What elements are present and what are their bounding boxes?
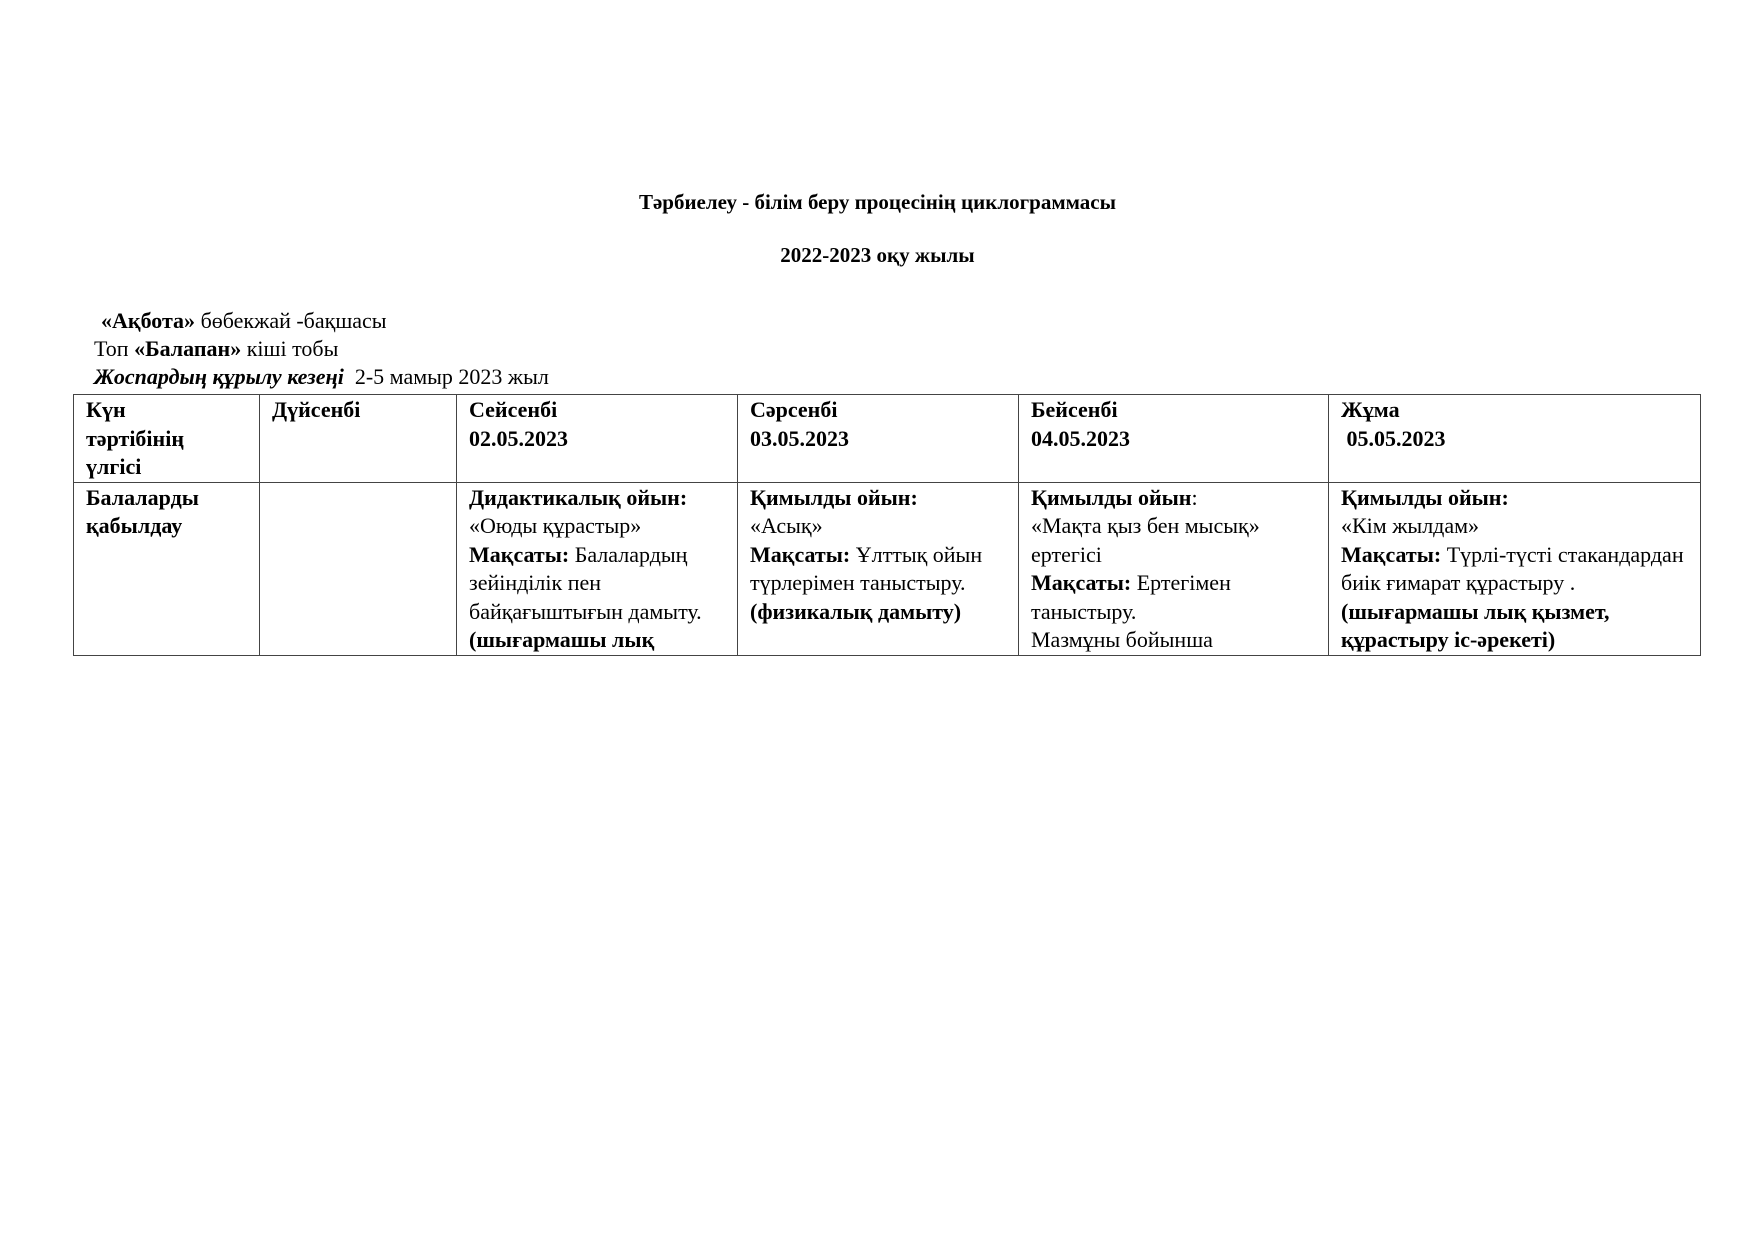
thursday-cell <box>1019 482 1329 655</box>
group-name: «Балапан» <box>134 336 242 361</box>
wednesday-cell <box>738 482 1019 655</box>
goal-text: Түрлі-түсті стакандардан биік ғимарат құрастыру . <box>1341 541 1684 595</box>
table-header-row <box>74 395 1701 483</box>
page-title: Тәрбиелеу - білім беру процесінің циклограммасы <box>638 190 1117 214</box>
development-area: (шығармашы лық қызмет, құрастыру іс-әрекеті) <box>1341 598 1610 652</box>
header-cell-tuesday <box>457 395 738 483</box>
kindergarten-suffix: бөбекжай -бақшасы <box>195 308 387 333</box>
day-name-thursday: Бейсенбі <box>1031 397 1118 422</box>
game-name: «Асық» <box>750 513 823 538</box>
monday-cell <box>260 482 457 655</box>
header-cell-thursday <box>1019 395 1329 483</box>
header-cell-monday <box>260 395 457 483</box>
game-name: «Оюды құрастыр» <box>469 513 642 538</box>
game-type-colon: : <box>1191 484 1198 510</box>
development-area: (физикалық дамыту) <box>750 598 962 624</box>
header-cell-schedule <box>74 395 260 483</box>
group-prefix: Топ <box>94 336 135 361</box>
goal-label: Мақсаты: <box>469 541 570 567</box>
row-label: Балаларды қабылдау <box>86 484 199 538</box>
game-name: «Мақта қыз бен мысық» ертегісі <box>1031 513 1260 567</box>
date-wednesday: 03.05.2023 <box>750 425 849 451</box>
goal-label: Мақсаты: <box>750 541 851 567</box>
day-name-friday: Жұма <box>1341 397 1400 422</box>
goal-label: Мақсаты: <box>1341 541 1442 567</box>
plan-period-value: 2-5 мамыр 2023 жыл <box>354 364 549 389</box>
day-name-monday: Дүйсенбі <box>272 397 361 422</box>
development-area: (шығармашы лық <box>469 627 655 652</box>
plan-period-label: Жоспардың құрылу кезеңі <box>94 364 344 389</box>
schedule-header: Күн тәртібінің үлгісі <box>86 397 185 479</box>
day-name-wednesday: Сәрсенбі <box>750 397 838 422</box>
tuesday-cell <box>457 482 738 655</box>
content-note: Мазмұны бойынша <box>1031 627 1213 652</box>
goal-label: Мақсаты: <box>1031 570 1132 595</box>
row-label-cell <box>74 482 260 655</box>
goal-text: Ұлттық ойын түрлерімен таныстыру. <box>750 541 983 595</box>
cyclogram-table <box>73 394 1701 656</box>
game-type: Дидактикалық ойын: <box>469 484 688 510</box>
friday-cell <box>1329 482 1701 655</box>
table-row <box>74 482 1701 655</box>
game-type: Қимылды ойын: <box>1341 484 1509 510</box>
game-type: Қимылды ойын <box>1031 484 1192 510</box>
kindergarten-name: «Ақбота» <box>101 308 196 333</box>
day-name-tuesday: Сейсенбі <box>469 397 558 422</box>
goal-text: Ертегімен таныстыру. <box>1031 570 1231 624</box>
date-thursday: 04.05.2023 <box>1031 425 1130 451</box>
group-suffix: кіші тобы <box>241 336 339 361</box>
game-name: «Кім жылдам» <box>1341 513 1480 538</box>
date-friday: 05.05.2023 <box>1341 425 1446 451</box>
kindergarten-line <box>101 308 387 334</box>
goal-text: Балалардың зейінділік пен байқағыштығын дамыту. <box>469 541 702 624</box>
header-cell-wednesday <box>738 395 1019 483</box>
group-line <box>94 336 338 362</box>
plan-period-line <box>94 364 549 390</box>
header-cell-friday <box>1329 395 1701 483</box>
date-tuesday: 02.05.2023 <box>469 425 568 451</box>
academic-year: 2022-2023 оқу жылы <box>780 243 975 267</box>
game-type: Қимылды ойын: <box>750 484 918 510</box>
